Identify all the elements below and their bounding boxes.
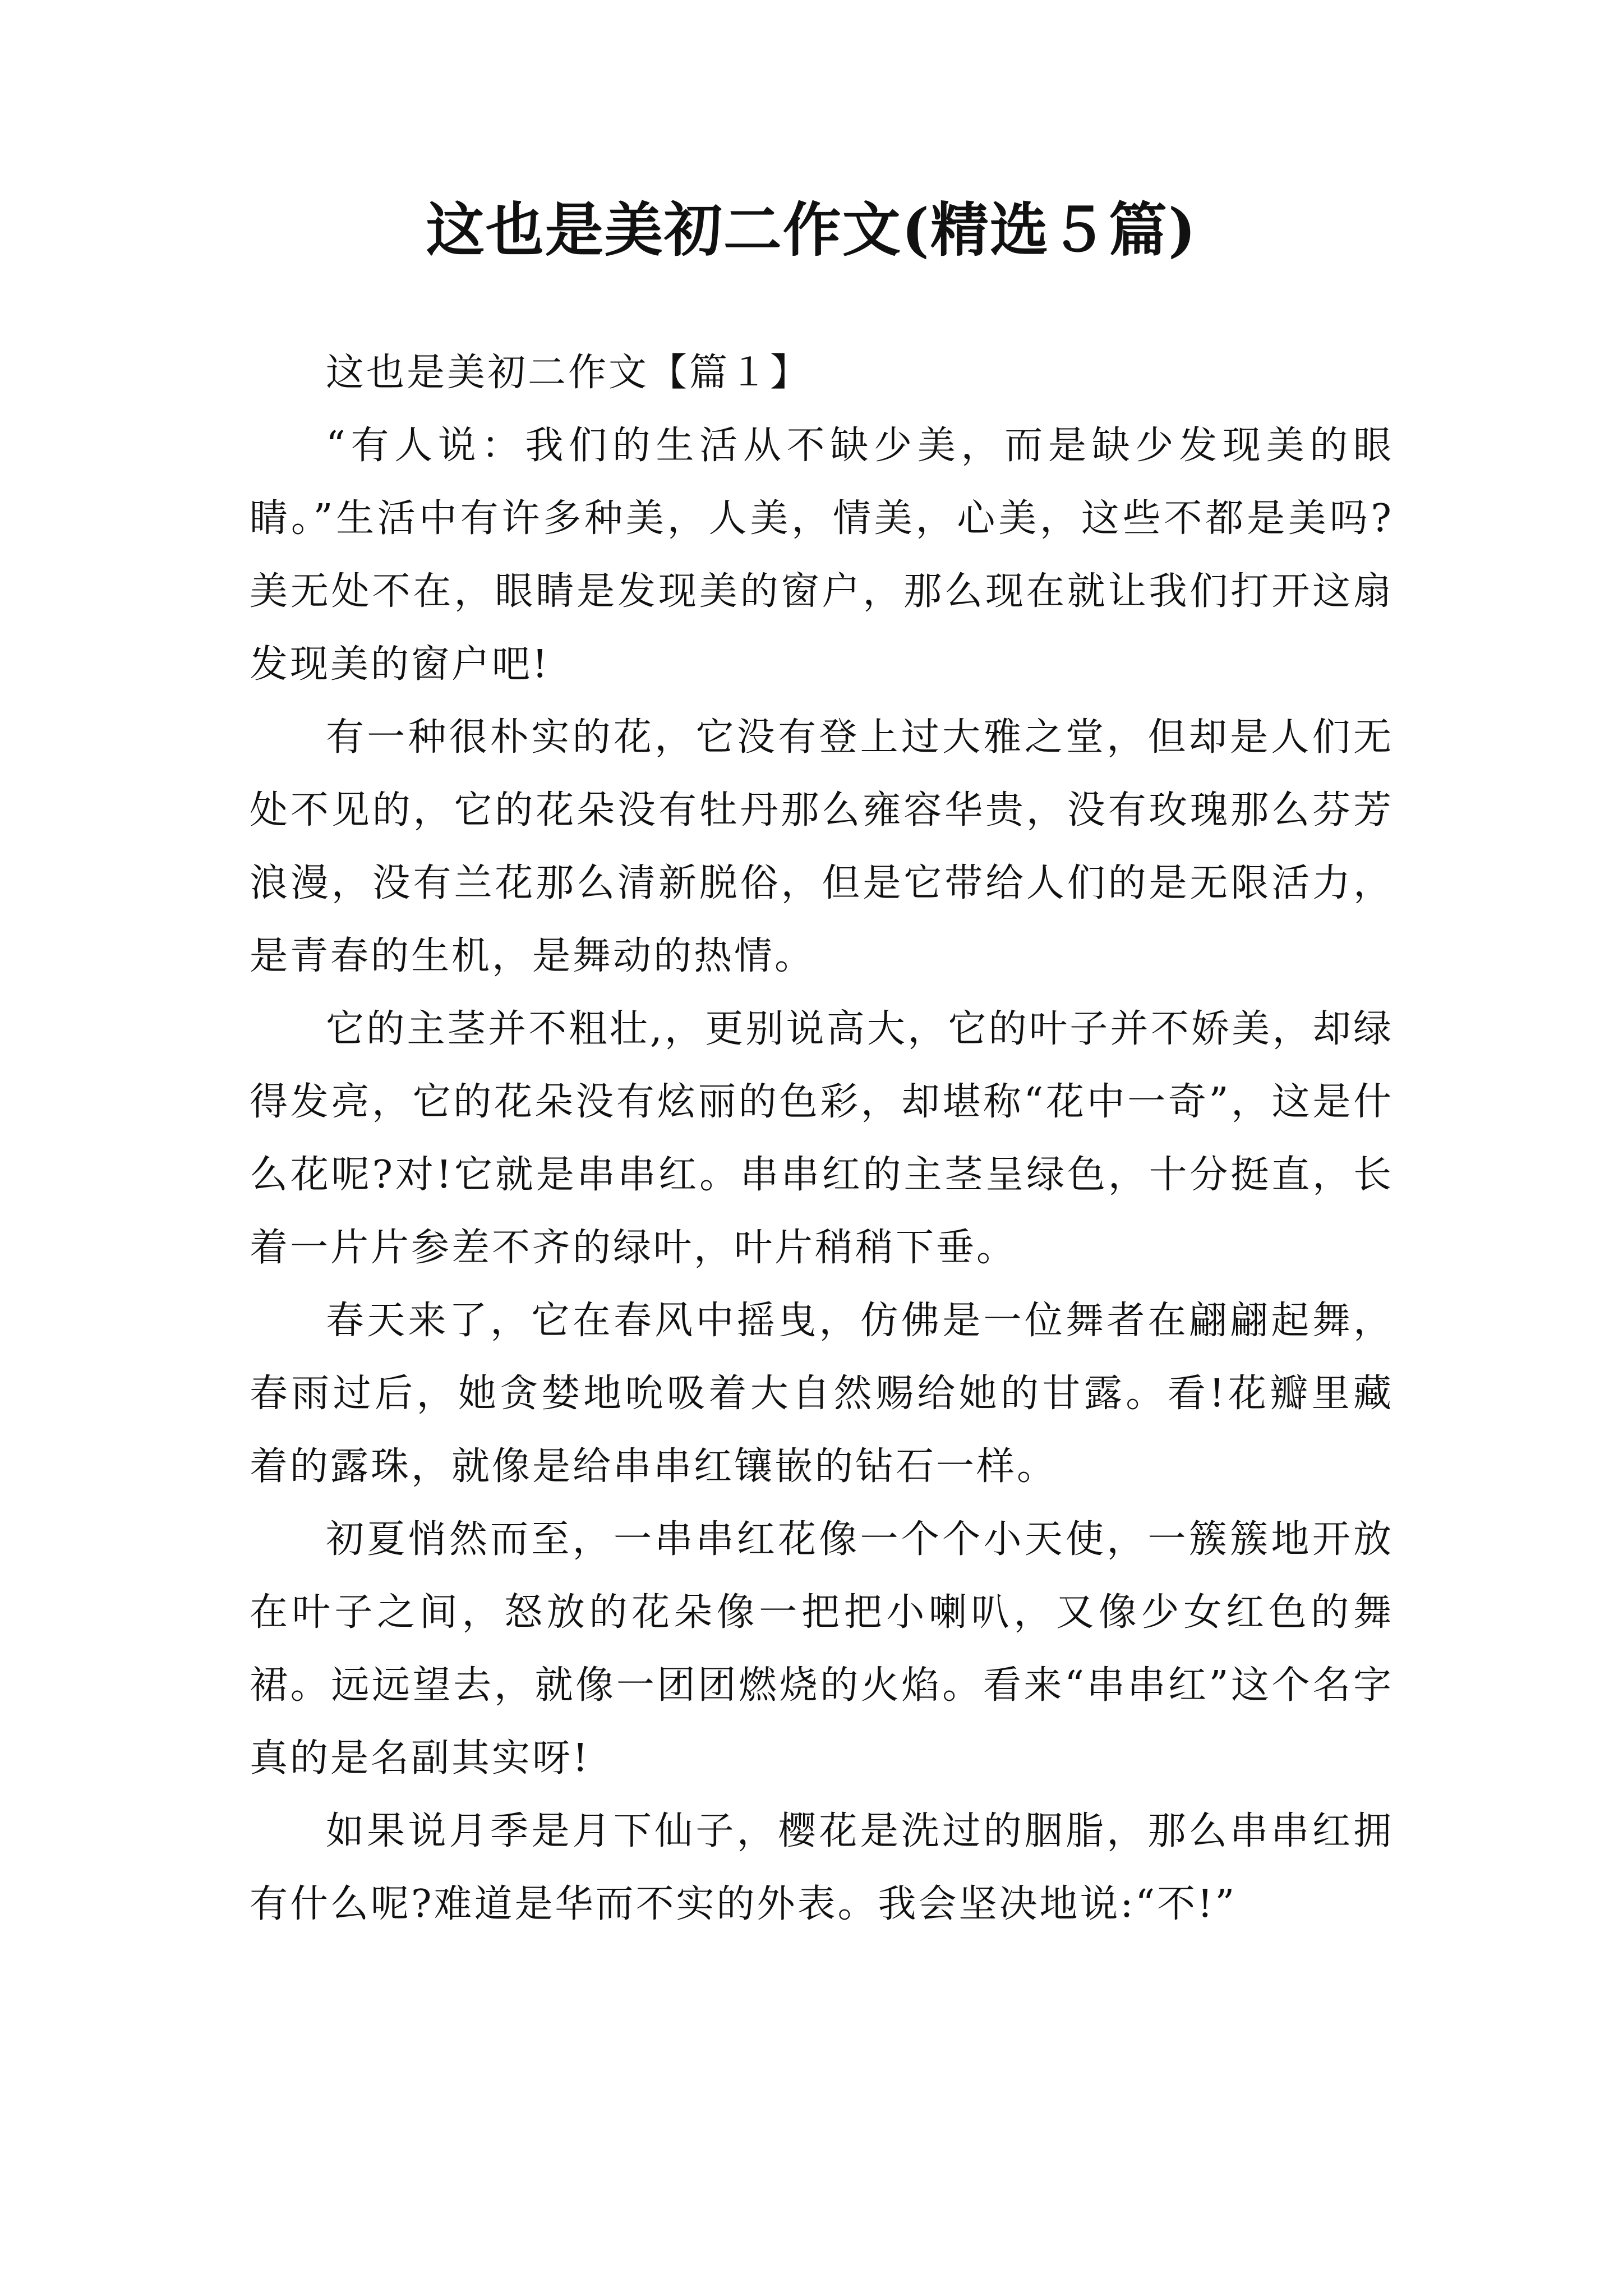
paragraph: 春天来了，它在春风中摇曳，仿佛是一位舞者在翩翩起舞，春雨过后，她贪婪地吮吸着大自然赐给她的甘露。看!花瓣里藏着的露珠，就像是给串串红镶嵌的钻石一样。 xyxy=(250,1299,1394,1489)
paragraph: 有一种很朴实的花，它没有登上过大雅之堂，但却是人们无处不见的，它的花朵没有牡丹那么雍容华贵，没有玫瑰那么芬芳浪漫，没有兰花那么清新脱俗，但是它带给人们的是无限活力，是青春的生机，是舞动的热情。 xyxy=(250,715,1394,978)
paragraph: 它的主茎并不粗壮,，更别说高大，它的叶子并不娇美，却绿得发亮，它的花朵没有炫丽的色彩，却堪称“花中一奇”，这是什么花呢?对!它就是串串红。串串红的主茎呈绿色，十分挺直，长着一片片参差不齐的绿叶，叶片稍稍下垂。 xyxy=(250,1007,1394,1270)
section-heading: 这也是美初二作文【篇１】 xyxy=(326,351,811,395)
paragraph: 初夏悄然而至，一串串红花像一个个小天使，一簇簇地开放在叶子之间，怒放的花朵像一把把小喇叭，又像少女红色的舞裙。远远望去，就像一团团燃烧的火焰。看来“串串红”这个名字真的是名副其实呀! xyxy=(250,1517,1394,1780)
paragraph: “有人说：我们的生活从不缺少美，而是缺少发现美的眼睛。”生活中有许多种美，人美，情美，心美，这些不都是美吗?美无处不在，眼睛是发现美的窗户，那么现在就让我们打开这扇发现美的窗户吧! xyxy=(250,424,1394,687)
document-title: 这也是美初二作文(精选５篇) xyxy=(426,195,1197,264)
paragraph: 如果说月季是月下仙子，樱花是洗过的胭脂，那么串串红拥有什么呢?难道是华而不实的外表。我会坚决地说:“不!” xyxy=(250,1809,1394,1926)
document-body xyxy=(250,337,1394,1941)
